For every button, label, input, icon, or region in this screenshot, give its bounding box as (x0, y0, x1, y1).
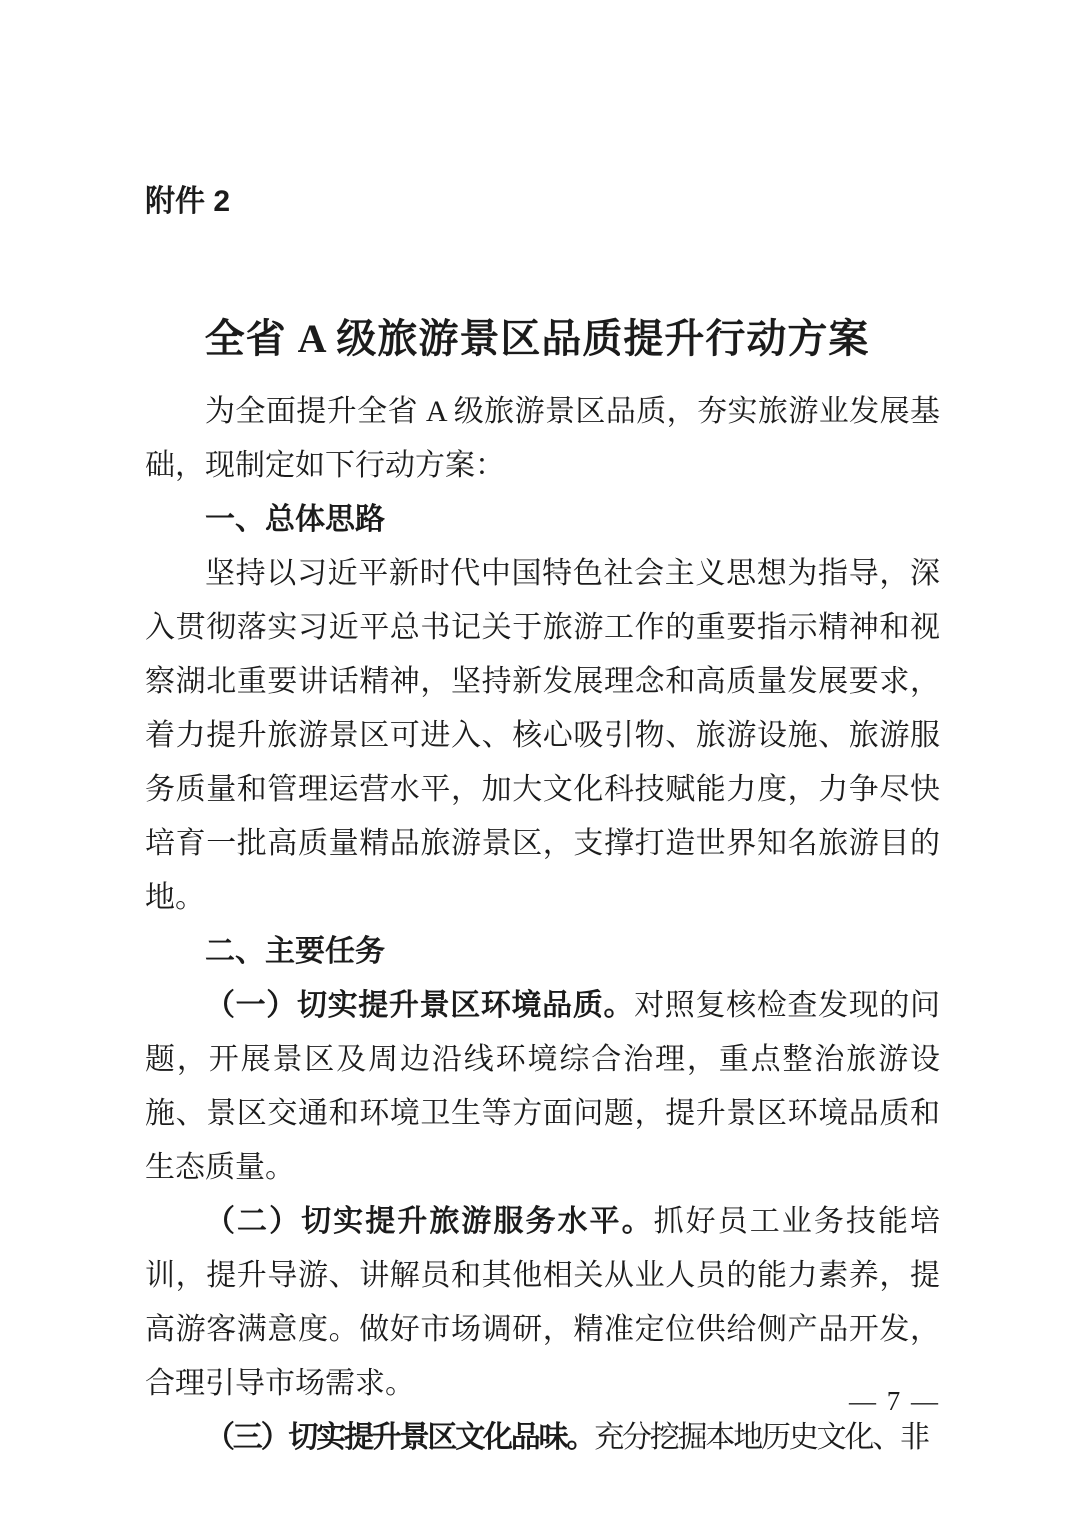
attachment-label: 附件 2 (145, 185, 231, 218)
task-item-3-lead: （三）切实提升景区文化品味。 (205, 1421, 595, 1454)
document-title: 全省 A 级旅游景区品质提升行动方案 (204, 315, 870, 361)
section-heading-1: 一、总体思路 (205, 503, 385, 536)
task-item-1-lead: （一）切实提升景区环境品质。 (205, 989, 635, 1022)
section-heading-2: 二、主要任务 (205, 935, 385, 968)
task-item-2 (145, 1195, 940, 1411)
intro-paragraph: 为全面提升全省 A 级旅游景区品质，夯实旅游业发展基础，现制定如下行动方案： (145, 395, 940, 482)
section-1-paragraph: 坚持以习近平新时代中国特色社会主义思想为指导，深入贯彻落实习近平总书记关于旅游工作的重要指示精神和视察湖北重要讲话精神，坚持新发展理念和高质量发展要求，着力提升旅游景区可进入、核心吸引物、旅游设施、旅游服务质量和管理运营水平，加大文化科技赋能力度，力争尽快培育一批高质量精品旅游景区，支撑打造世界知名旅游目的地。 (145, 557, 940, 914)
task-item-1-body: 对照复核检查发现的问题，开展景区及周边沿线环境综合治理，重点整治旅游设施、景区交通和环境卫生等方面问题，提升景区环境品质和生态质量。 (145, 989, 941, 1184)
document-body (145, 385, 940, 1465)
page-number: — 7 — (849, 1386, 940, 1416)
task-item-2-lead: （二）切实提升旅游服务水平。 (205, 1205, 654, 1238)
task-item-1 (145, 979, 940, 1195)
task-item-2-body: 抓好员工业务技能培训，提升导游、讲解员和其他相关从业人员的能力素养，提高游客满意度。做好市场调研，精准定位供给侧产品开发，合理引导市场需求。 (145, 1205, 941, 1400)
task-item-3-body: 充分挖掘本地历史文化、非 (594, 1421, 928, 1454)
task-item-3 (145, 1411, 940, 1465)
